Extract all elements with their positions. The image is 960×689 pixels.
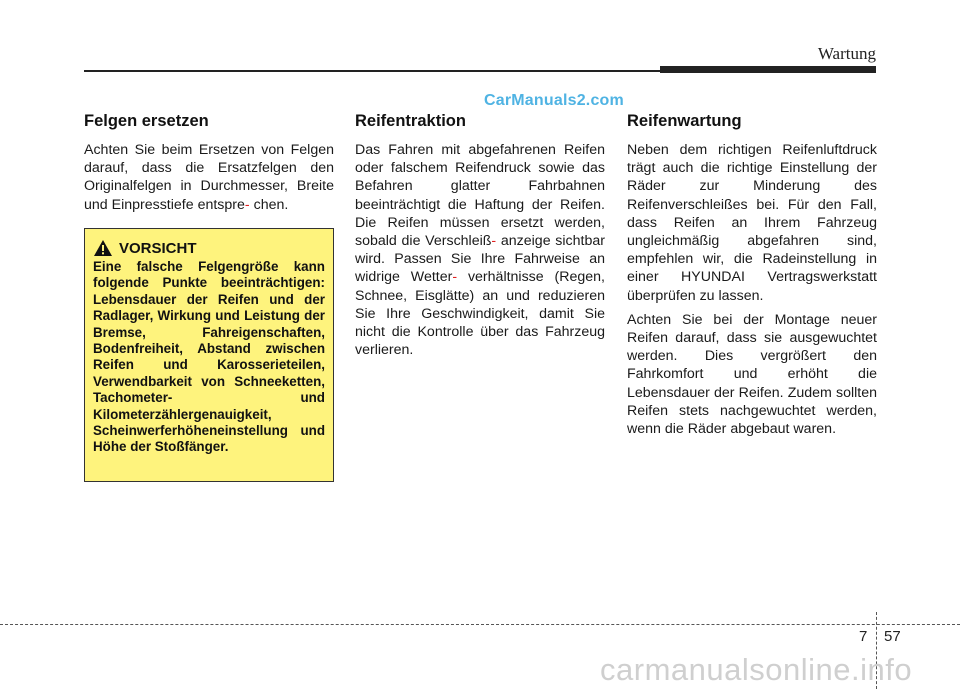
watermark-link[interactable]: CarManuals2.com [484, 92, 624, 109]
caution-box [84, 228, 334, 482]
paragraph-traction: Das Fahren mit abgefahrenen Reifen oder falschem Reifendruck sowie das Befahren glatter Fahrbahnen beeinträchtigt die Haftung der Reifen. Die Reifen müssen ersetzt werden, sobald die Verschleiß- anzeige sichtbar wird. Passen Sie Ihre Fahrweise an widrige Wetter- verhältnisse (Regen, Schnee, Eisglätte) an und reduzieren Sie Ihre Geschwindigkeit, damit Sie nicht die Kontrolle über das Fahrzeug verlieren. [355, 142, 605, 359]
chapter-number: 7 [859, 628, 868, 645]
column-maintenance [627, 112, 877, 444]
heading-maintenance: Reifenwartung [627, 112, 742, 130]
paragraph-maintenance-1: Neben dem richtigen Reifenluftdruck trägt auch die richtige Einstellung der Räder zur Minderung des Reifenverschleißes bei. Für den Fall, dass Reifen an Ihrem Fahrzeug ungleichmäßig abgefahren sind, empfehlen wir, die Radeinstellung in einer HYUNDAI Vertragswerkstatt überprüfen zu lassen. [627, 142, 877, 304]
heading-traction: Reifentraktion [355, 112, 466, 130]
footer-divider [0, 624, 960, 625]
caution-text: Eine falsche Felgengröße kann folgende Punkte beeinträchtigen: Lebensdauer der Reifen und der Radlager, Wirkung und Leistung der Bremse, Fahreigenschaften, Bodenfreiheit, Abstand zwischen Reifen und Karosserieteilen, Verwendbarkeit von Schneeketten, Tachometer- und Kilometerzählergenauigkeit, Scheinwerferhöheneinstellung und Höhe der Stoßfänger. [93, 259, 325, 455]
column-traction [355, 112, 605, 365]
watermark-footer: carmanualsonline.info [600, 652, 913, 687]
header-rule [84, 70, 664, 72]
paragraph-rims: Achten Sie beim Ersetzen von Felgen darauf, dass die Ersatzfelgen den Originalfelgen in Durchmesser, Breite und Einpresstiefe entspre- chen. [84, 142, 334, 213]
heading-rims: Felgen ersetzen [84, 112, 209, 130]
caution-header [93, 239, 325, 257]
column-rims [84, 112, 334, 220]
paragraph-maintenance-2: Achten Sie bei der Montage neuer Reifen darauf, dass sie ausgewuchtet werden. Dies vergrößert den Fahrkomfort und erhöht die Lebensdauer der Reifen. Zudem sollten Reifen stets nachgewuchtet werden, wenn die Räder abgebaut waren. [627, 311, 877, 438]
caution-title: VORSICHT [119, 239, 197, 257]
warning-triangle-icon [93, 239, 113, 257]
header-rule-bold [660, 66, 876, 73]
header-title: Wartung [817, 44, 876, 63]
page-number: 57 [884, 628, 901, 645]
